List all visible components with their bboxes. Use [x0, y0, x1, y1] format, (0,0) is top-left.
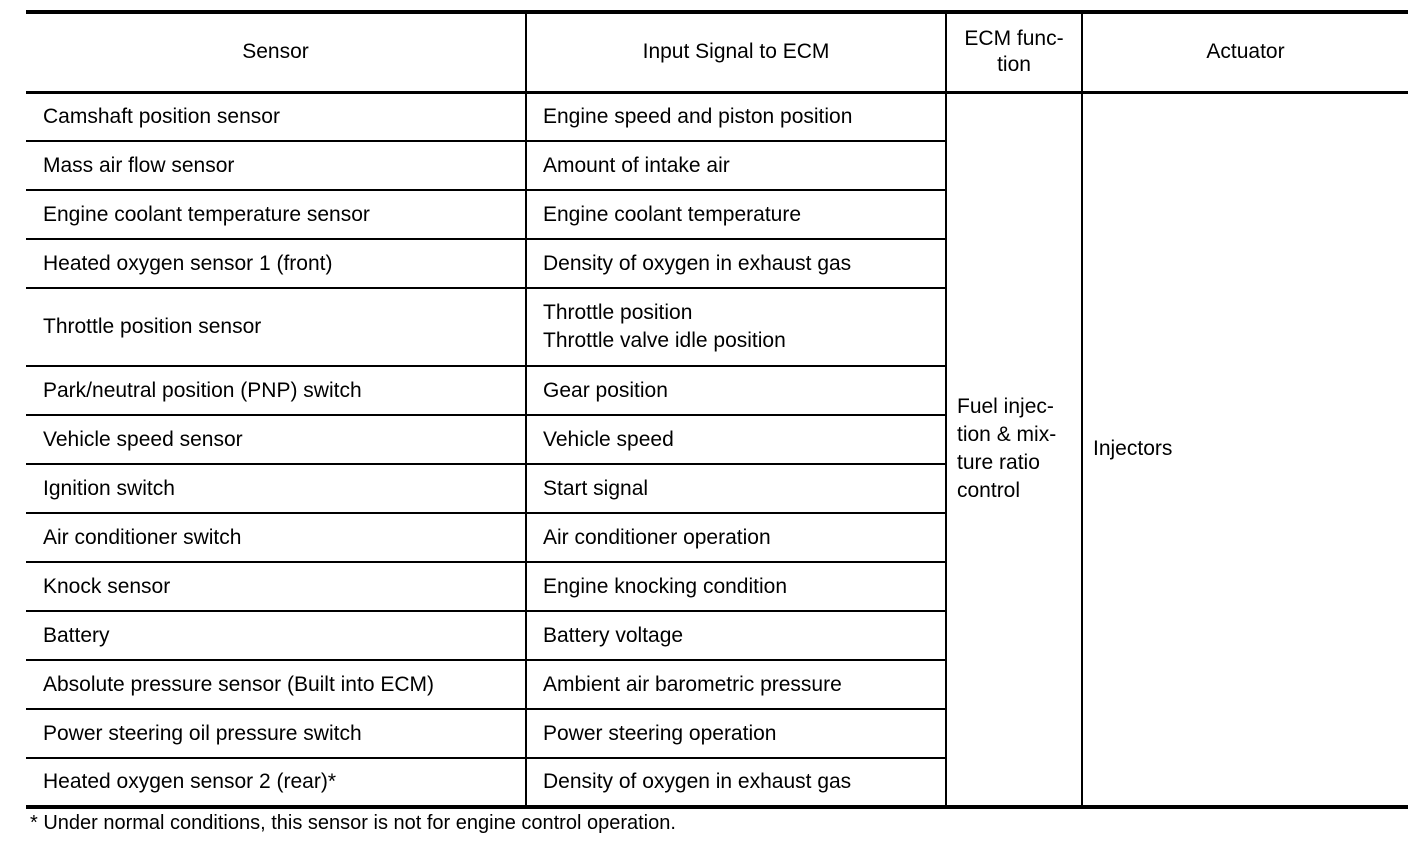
input-signal-cell	[526, 611, 946, 660]
sensor-cell: Absolute pressure sensor (Built into ECM)	[26, 660, 526, 709]
table-body	[26, 92, 1408, 807]
header-ecm-function-line1: ECM func-	[964, 27, 1064, 51]
ecm-signal-table-container	[26, 10, 1408, 809]
sensor-cell: Camshaft position sensor	[26, 92, 526, 141]
input-signal-line: Throttle position	[543, 301, 693, 324]
input-signal-line: Gear position	[543, 378, 668, 402]
footnote: * Under normal conditions, this sensor is not for engine control operation.	[30, 812, 676, 834]
input-signal-line: Throttle valve idle position	[543, 329, 786, 352]
input-signal-cell	[526, 660, 946, 709]
input-signal-line: Battery voltage	[543, 623, 684, 647]
sensor-cell: Air conditioner switch	[26, 513, 526, 562]
input-signal-line: Start signal	[543, 476, 649, 500]
input-signal-line: Amount of intake air	[543, 153, 730, 177]
ecm-function-line: tion & mix-	[957, 423, 1057, 447]
input-signal-line: Engine knocking condition	[543, 574, 788, 598]
input-signal-cell	[526, 141, 946, 190]
sensor-cell: Power steering oil pressure switch	[26, 709, 526, 758]
sensor-cell: Ignition switch	[26, 464, 526, 513]
ecm-function-cell	[946, 92, 1082, 807]
sensor-cell: Park/neutral position (PNP) switch	[26, 366, 526, 415]
header-actuator: Actuator	[1082, 12, 1408, 92]
input-signal-line: Engine coolant temperature	[543, 202, 801, 226]
table-row	[26, 92, 1408, 141]
table-header-row	[26, 12, 1408, 92]
input-signal-line: Ambient air barometric pressure	[543, 672, 842, 696]
input-signal-cell	[526, 366, 946, 415]
input-signal-line: Density of oxygen in exhaust gas	[543, 251, 852, 275]
sensor-cell: Mass air flow sensor	[26, 141, 526, 190]
actuator-cell: Injectors	[1082, 92, 1408, 807]
sensor-cell: Vehicle speed sensor	[26, 415, 526, 464]
sensor-cell: Knock sensor	[26, 562, 526, 611]
header-input-signal: Input Signal to ECM	[526, 12, 946, 92]
input-signal-cell	[526, 92, 946, 141]
ecm-function-line: ture ratio	[957, 451, 1040, 475]
input-signal-cell	[526, 562, 946, 611]
input-signal-cell	[526, 415, 946, 464]
header-ecm-function-line2: tion	[997, 53, 1031, 77]
input-signal-cell	[526, 513, 946, 562]
input-signal-cell	[526, 239, 946, 288]
input-signal-line: Engine speed and piston position	[543, 104, 853, 128]
input-signal-cell	[526, 758, 946, 807]
sensor-cell: Heated oxygen sensor 2 (rear)*	[26, 758, 526, 807]
header-sensor: Sensor	[26, 12, 526, 92]
ecm-signal-table	[26, 10, 1408, 809]
sensor-cell: Heated oxygen sensor 1 (front)	[26, 239, 526, 288]
input-signal-cell	[526, 464, 946, 513]
input-signal-cell	[526, 190, 946, 239]
ecm-function-line: control	[957, 479, 1021, 503]
input-signal-cell	[526, 288, 946, 366]
sensor-cell: Engine coolant temperature sensor	[26, 190, 526, 239]
input-signal-cell	[526, 709, 946, 758]
input-signal-line: Air conditioner operation	[543, 525, 771, 549]
header-ecm-function	[946, 12, 1082, 92]
sensor-cell: Throttle position sensor	[26, 288, 526, 366]
input-signal-line: Power steering operation	[543, 721, 777, 745]
sensor-cell: Battery	[26, 611, 526, 660]
input-signal-line: Vehicle speed	[543, 427, 674, 451]
input-signal-line: Density of oxygen in exhaust gas	[543, 770, 852, 793]
ecm-function-line: Fuel injec-	[957, 395, 1054, 419]
